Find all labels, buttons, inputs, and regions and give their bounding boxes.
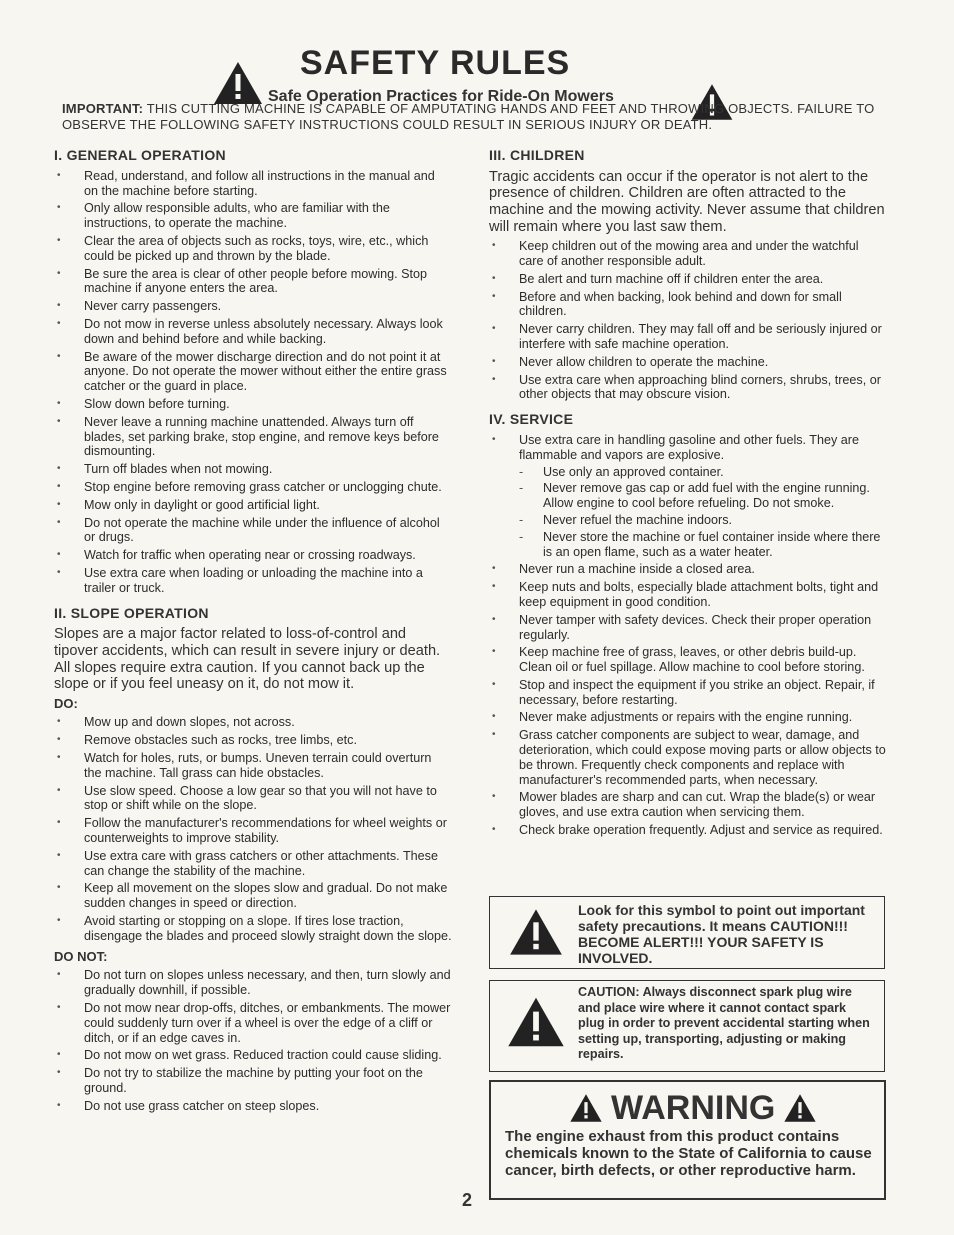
list-item: • Stop and inspect the equipment if you strike an object. Repair, if necessary, before restarting. [489, 678, 886, 708]
list-item: • Do not use grass catcher on steep slopes. [54, 1099, 452, 1114]
left-column [54, 148, 452, 1120]
list-item: • Never make adjustments or repairs with the engine running. [489, 710, 886, 725]
do-not-list [54, 968, 452, 1113]
list-item: • Only allow responsible adults, who are familiar with the instructions, to operate the machine. [54, 201, 452, 231]
warning-title: WARNING [611, 1088, 776, 1127]
list-item: • Mow only in daylight or good artificial light. [54, 498, 452, 513]
list-item: • Do not turn on slopes unless necessary, and then, turn slowly and gradually downhill, if possible. [54, 968, 452, 998]
list-item: • Do not mow in reverse unless absolutely necessary. Always look down and behind before and while backing. [54, 317, 452, 347]
list-item: • Stop engine before removing grass catcher or unclogging chute. [54, 480, 452, 495]
section-heading-children: III. CHILDREN [489, 147, 585, 163]
list-item: • Mow up and down slopes, not across. [54, 715, 452, 730]
safety-symbol-text: Look for this symbol to point out important safety precautions. It means CAUTION!!! BECOME ALERT!!! YOUR SAFETY IS INVOLVED. [578, 902, 865, 966]
warning-triangle-icon [569, 1093, 603, 1123]
list-item: • Clear the area of objects such as rocks, toys, wire, etc., which could be picked up and thrown by the blade. [54, 234, 452, 264]
general-list [54, 169, 452, 596]
list-item: • Avoid starting or stopping on a slope. If tires lose traction, disengage the blades and proceed slowly straight down the slope. [54, 914, 452, 944]
list-item: • Before and when backing, look behind and down for small children. [489, 290, 886, 320]
warning-header [569, 1088, 817, 1128]
fuel-sublist [489, 465, 886, 560]
sub-list-item: - Never refuel the machine indoors. [489, 513, 886, 528]
section-heading-slope: II. SLOPE OPERATION [54, 604, 209, 621]
list-item: • Use slow speed. Choose a low gear so that you will not have to stop or shift while on the slope. [54, 784, 452, 814]
list-item: • Be alert and turn machine off if children enter the area. [489, 272, 886, 287]
sub-list-item: - Never store the machine or fuel container inside where there is an open flame, such as a water heater. [489, 530, 886, 560]
list-item: • Do not try to stabilize the machine by putting your foot on the ground. [54, 1066, 452, 1096]
list-item: • Keep nuts and bolts, especially blade attachment bolts, tight and keep equipment in good condition. [489, 580, 886, 610]
list-item: • Be aware of the mower discharge direction and do not point it at anyone. Do not operate the mower without either the entire grass catcher or the guard in place. [54, 350, 452, 394]
warning-text: The engine exhaust from this product contains chemicals known to the State of California to cause cancer, birth defects, or other reproductive harm. [505, 1128, 872, 1179]
safety-symbol-box [489, 896, 885, 969]
list-item: • Never tamper with safety devices. Check their proper operation regularly. [489, 613, 886, 643]
list-item: • Remove obstacles such as rocks, tree limbs, etc. [54, 733, 452, 748]
page-subtitle: Safe Operation Practices for Ride-On Mowers [268, 88, 614, 105]
list-item: • Read, understand, and follow all instructions in the manual and on the machine before starting. [54, 169, 452, 199]
fuel-item-text: Use extra care in handling gasoline and other fuels. They are flammable and vapors are explosive. [519, 432, 860, 462]
warning-triangle-icon [783, 1093, 817, 1123]
list-item [489, 433, 886, 559]
section-heading-service: IV. SERVICE [489, 411, 574, 428]
list-item: • Grass catcher components are subject to wear, damage, and deterioration, which could expose moving parts or allow objects to be thrown. Frequently check components and replace with manufacturer's recommended parts, when necessary. [489, 728, 886, 787]
caution-text: CAUTION: Always disconnect spark plug wire and place wire where it cannot contact spark plug in order to prevent accidental starting when setting up, transporting, adjusting or making repairs. [578, 985, 870, 1061]
list-item: • Keep machine free of grass, leaves, or other debris build-up. Clean oil or fuel spillage. Allow machine to cool before storing. [489, 645, 886, 675]
list-item: • Watch for holes, ruts, or bumps. Uneven terrain could overturn the machine. Tall grass can hide obstacles. [54, 751, 452, 781]
caution-box [489, 980, 885, 1072]
list-item: • Keep children out of the mowing area and under the watchful care of another responsible adult. [489, 239, 886, 269]
warning-triangle-icon [506, 995, 566, 1049]
list-item: • Do not mow near drop-offs, ditches, or embankments. The mower could suddenly turn over if a wheel is over the edge of a cliff or ditch, or if an edge caves in. [54, 1001, 452, 1045]
list-item: • Check brake operation frequently. Adjust and service as required. [489, 823, 886, 838]
list-item: • Follow the manufacturer's recommendations for wheel weights or counterweights to improve stability. [54, 816, 452, 846]
children-list [489, 239, 886, 402]
warning-triangle-icon [212, 60, 264, 106]
do-label: DO: [54, 695, 78, 711]
section-heading-general: I. GENERAL OPERATION [54, 147, 226, 163]
list-item: • Use extra care when loading or unloading the machine into a trailer or truck. [54, 566, 452, 596]
sub-list-item: - Never remove gas cap or add fuel with the engine running. Allow engine to cool before refueling. Do not smoke. [489, 481, 886, 511]
list-item: • Never carry passengers. [54, 299, 452, 314]
list-item: • Be sure the area is clear of other people before mowing. Stop machine if anyone enters the area. [54, 267, 452, 297]
service-list [489, 433, 886, 838]
do-not-label: DO NOT: [54, 948, 108, 964]
list-item: • Slow down before turning. [54, 397, 452, 412]
list-item: • Never allow children to operate the machine. [489, 355, 886, 370]
list-item: • Never carry children. They may fall off and be seriously injured or interfere with safe machine operation. [489, 322, 886, 352]
page-number: 2 [462, 1190, 473, 1210]
list-item: • Mower blades are sharp and can cut. Wrap the blade(s) or wear gloves, and use extra caution when servicing them. [489, 790, 886, 820]
slope-intro: Slopes are a major factor related to loss-of-control and tipover accidents, which can result in severe injury or death. All slopes require extra caution. If you cannot back up the slope or if you feel uneasy on it, do not mow it. [54, 626, 441, 693]
right-column [489, 148, 886, 844]
list-item: • Never leave a running machine unattended. Always turn off blades, set parking brake, stop engine, and remove keys before dismounting. [54, 415, 452, 459]
list-item: • Keep all movement on the slopes slow and gradual. Do not make sudden changes in speed or direction. [54, 881, 452, 911]
list-item: • Do not mow on wet grass. Reduced traction could cause sliding. [54, 1048, 452, 1063]
list-item: • Never run a machine inside a closed area. [489, 562, 886, 577]
important-notice [62, 101, 942, 133]
list-item: • Use extra care with grass catchers or other attachments. These can change the stability of the machine. [54, 849, 452, 879]
list-item: • Use extra care when approaching blind corners, shrubs, trees, or other objects that may obscure vision. [489, 373, 886, 403]
important-label: IMPORTANT: [62, 101, 144, 116]
do-list [54, 715, 452, 943]
page-title: SAFETY RULES [300, 44, 571, 82]
children-intro: Tragic accidents can occur if the operator is not alert to the presence of children. Children are often attracted to the machine and the mowing activity. Never assume that children will remain where you last saw them. [489, 168, 885, 235]
warning-triangle-icon [508, 907, 564, 957]
sub-list-item: - Use only an approved container. [489, 465, 886, 480]
list-item: • Turn off blades when not mowing. [54, 462, 452, 477]
list-item: • Watch for traffic when operating near or crossing roadways. [54, 548, 452, 563]
important-text: THIS CUTTING MACHINE IS CAPABLE OF AMPUTATING HANDS AND FEET AND THROWING OBJECTS. FAILURE TO OBSERVE THE FOLLOWING SAFETY INSTRUCTIONS COULD RESULT IN SERIOUS INJURY OR DEATH. [62, 101, 875, 132]
list-item: • Do not operate the machine while under the influence of alcohol or drugs. [54, 516, 452, 546]
warning-box [489, 1080, 886, 1200]
